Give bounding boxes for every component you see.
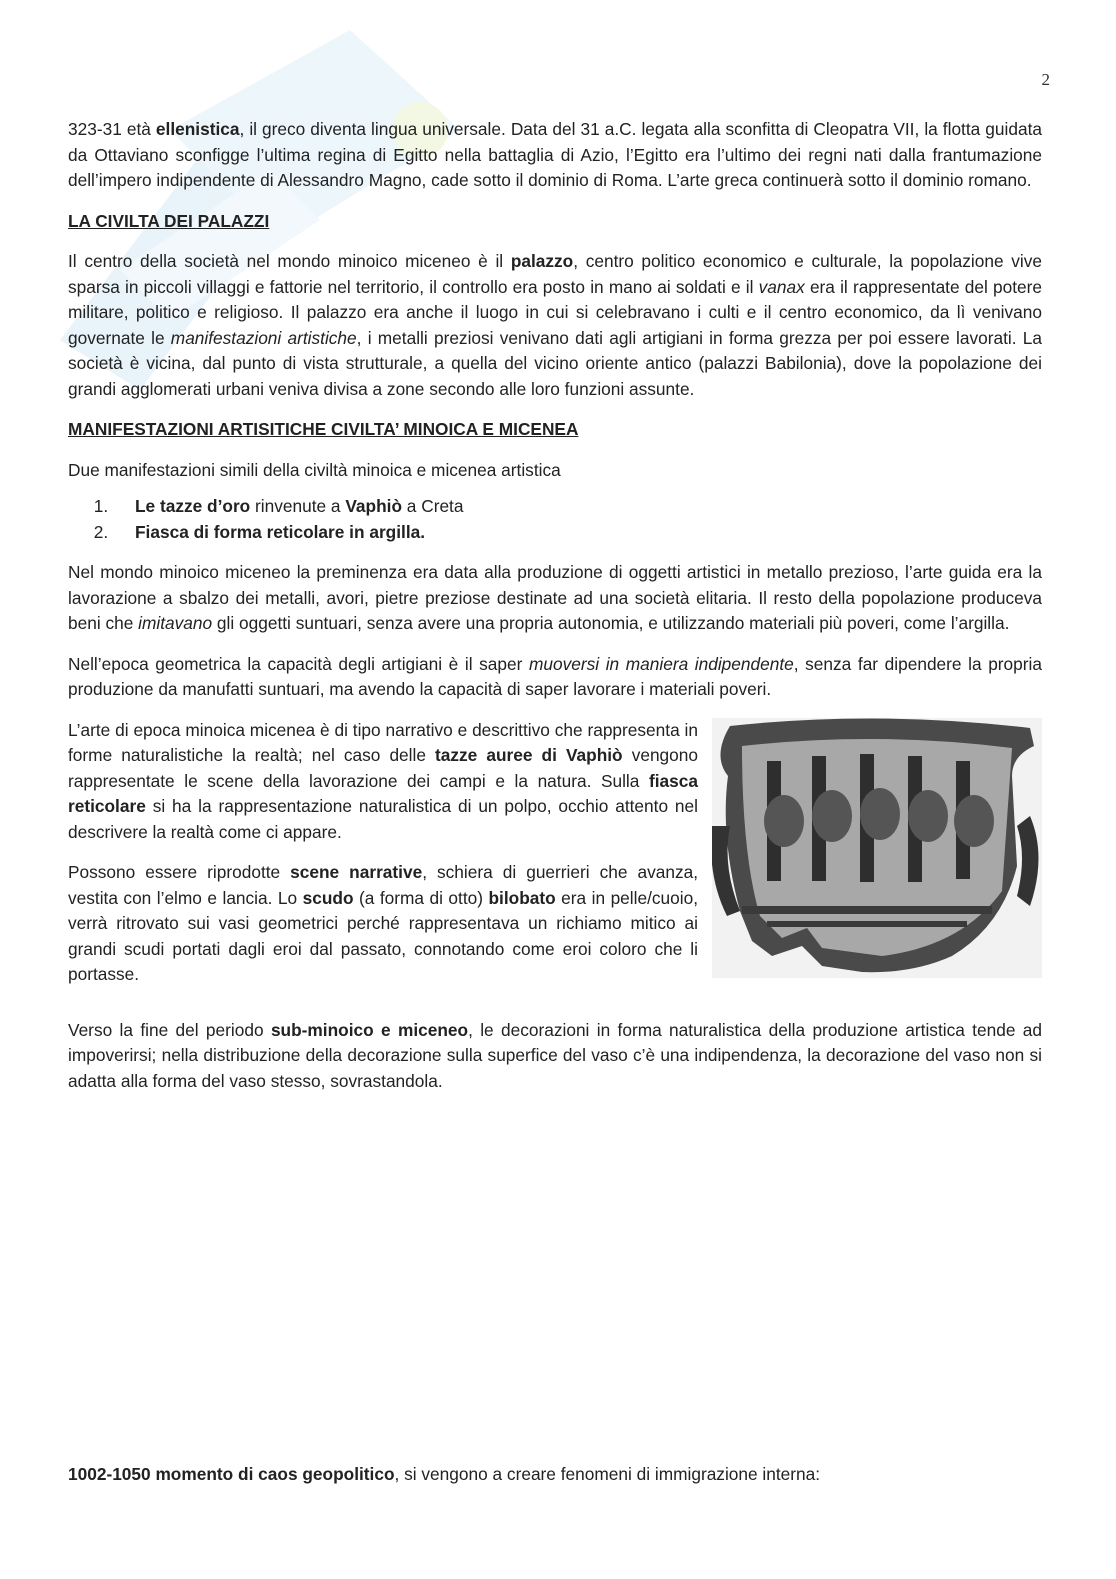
page-number: 2 <box>1041 70 1050 89</box>
intro-paragraph: 323-31 età ellenistica, il greco diventa lingua universale. Data del 31 a.C. legata alla sconfitta di Cleopatra VII, la flotta guidata da Ottaviano sconfigge l’ultima regina di Egitto nella battaglia di Azio, l’Egitto era l’ultimo dei regni nati dalla frantumazione dell’impero indipendente di Alessandro Magno, cade sotto il dominio di Roma. L’arte greca continuerà sotto il dominio romano. <box>68 119 1042 190</box>
paragraph-sub-minoico: Verso la fine del periodo sub-minoico e miceneo, le decorazioni in forma naturalistica della produzione artistica tende ad impoverirsi; nella distribuzione della decorazione sulla superfice del vaso c’è una indipendenza, la decorazione del vaso non si adatta alla forma del vaso stesso, sovrastandola. <box>68 1019 1042 1091</box>
paragraph-caos-geopolitico: 1002-1050 momento di caos geopolitico, si vengono a creare fenomeni di immigrazione interna: <box>68 1464 821 1484</box>
list-item: 1. Le tazze d’oro rinvenute a Vaphiò a Creta <box>113 494 1042 520</box>
document-body <box>68 117 1042 1109</box>
manifestazioni-intro: Due manifestazioni simili della civiltà minoica e micenea artistica <box>68 459 561 480</box>
section-heading-manifestazioni: MANIFESTAZIONI ARTISITICHE CIVILTA’ MINOICA E MICENEA <box>68 419 579 439</box>
paragraph-metallo-prezioso: Nel mondo minoico miceneo la preminenza era data alla produzione di oggetti artistici in metallo prezioso, l’arte guida era la lavorazione a sbalzo dei metalli, avori, pietre preziose destinate ad una società elitaria. Il resto della popolazione produceva beni che imitavano gli oggetti suntuari, senza avere una propria autonomia, e utilizzando materiali più poveri, come l’argilla. <box>68 562 1042 633</box>
numbered-list <box>68 494 1042 545</box>
paragraph-scene-narrative: Possono essere riprodotte scene narrative, schiera di guerrieri che avanza, vestita con l’elmo e lancia. Lo scudo (a forma di otto) bilobato era in pelle/cuoio, verrà ritrovato sui vasi geometrici perché rappresentava un richiamo mitico ai grandi scudi portati dagli eroi dal passato, connotando come eroi coloro che li portasse. <box>68 862 699 984</box>
text-with-figure <box>68 718 1042 1003</box>
list-item: 2. Fiasca di forma reticolare in argilla. <box>113 520 1042 546</box>
warrior-vase-image <box>712 718 1042 978</box>
paragraph-arte-narrativa: L’arte di epoca minoica micenea è di tipo narrativo e descrittivo che rappresenta in forme naturalistiche la realtà; nel caso delle tazze auree di Vaphiò vengono rappresentate le scene della lavorazione dei campi e la natura. Sulla fiasca reticolare si ha la rappresentazione naturalistica di un polpo, occhio attento nel descrivere la realtà come ci appare. <box>68 719 698 842</box>
section-heading-palazzi: LA CIVILTA DEI PALAZZI <box>68 210 270 231</box>
palazzi-paragraph: Il centro della società nel mondo minoico miceneo è il palazzo, centro politico economico e culturale, la popolazione vive sparsa in piccoli villaggi e fattorie nel territorio, il controllo era posto in mano ai soldati e il vanax era il rappresentate del potere militare, politico e religioso. Il palazzo era anche il luogo in cui si celebravano i culti e il centro economico, da lì venivano governate le manifestazioni artistiche, i metalli preziosi venivano dati agli artigiani in forma grezza per poi essere lavorati. La società è vicina, dal punto di vista strutturale, a quella del vicino oriente antico (palazzi Babilonia), dove la popolazione dei grandi agglomerati urbani veniva divisa a zone secondo alle loro funzioni assunte. <box>68 251 1042 399</box>
paragraph-epoca-geometrica: Nell’epoca geometrica la capacità degli artigiani è il saper muoversi in maniera indipendente, senza far dipendere la propria produzione da manufatti suntuari, ma avendo la capacità di saper lavorare i materiali poveri. <box>68 653 1042 699</box>
